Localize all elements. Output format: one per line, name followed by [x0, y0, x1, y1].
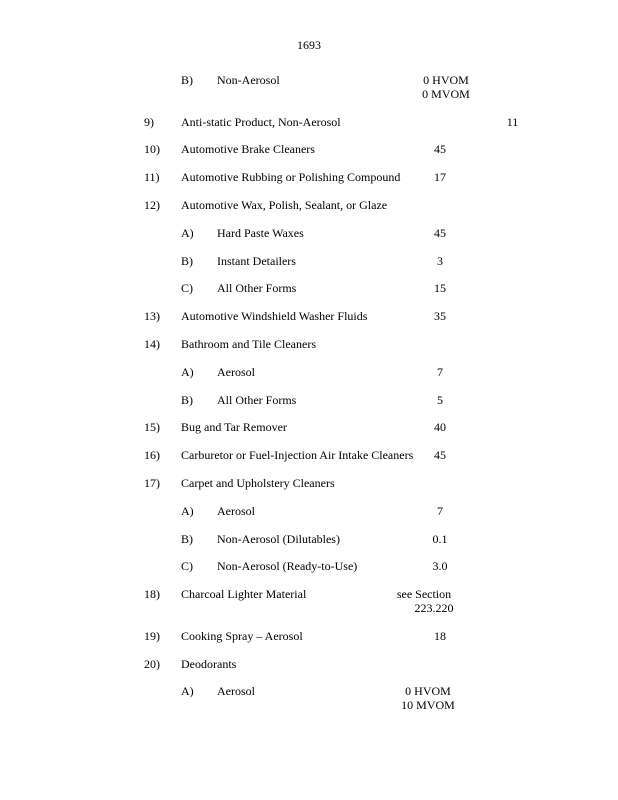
item-number: 14): [144, 337, 160, 351]
item-number: 20): [144, 657, 160, 671]
list-item-17c: [0, 559, 618, 573]
list-item-17a: [0, 504, 618, 518]
list-item-19: [0, 629, 618, 643]
list-item-14: [0, 337, 618, 351]
item-label: Aerosol: [217, 684, 255, 698]
item-number: 17): [144, 476, 160, 490]
item-letter: C): [181, 559, 193, 573]
item-value: 0 HVOM: [423, 73, 469, 87]
item-label: Anti-static Product, Non-Aerosol: [181, 115, 341, 129]
item-label: Bug and Tar Remover: [181, 420, 287, 434]
item-number: 18): [144, 587, 160, 601]
list-item-12b: [0, 254, 618, 268]
item-value: 40: [434, 420, 446, 434]
item-number: 16): [144, 448, 160, 462]
list-item-13: [0, 309, 618, 323]
item-number: 19): [144, 629, 160, 643]
list-item-11: [0, 170, 618, 184]
item-value: 0 HVOM: [405, 684, 451, 698]
item-label: All Other Forms: [217, 281, 297, 295]
item-letter: B): [181, 73, 193, 87]
item-letter: A): [181, 365, 194, 379]
list-item-9: [0, 115, 618, 129]
item-letter: A): [181, 504, 194, 518]
item-value: 0.1: [432, 532, 448, 546]
item-value: 17: [434, 170, 446, 184]
item-value: 11: [506, 115, 519, 129]
item-letter: B): [181, 532, 193, 546]
list-item-14a: [0, 365, 618, 379]
item-value-line2: 0 MVOM: [422, 87, 470, 101]
item-letter: B): [181, 393, 193, 407]
item-value: 3.0: [432, 559, 448, 573]
item-label: Aerosol: [217, 504, 255, 518]
item-label: Automotive Windshield Washer Fluids: [181, 309, 368, 323]
item-number: 10): [144, 142, 160, 156]
item-value: 7: [437, 504, 443, 518]
item-label: Automotive Brake Cleaners: [181, 142, 315, 156]
item-label: Cooking Spray – Aerosol: [181, 629, 303, 643]
item-value: 45: [434, 448, 446, 462]
list-item-20: [0, 657, 618, 671]
list-item-20a: [0, 684, 618, 712]
list-item-12: [0, 198, 618, 212]
item-value: 45: [434, 226, 446, 240]
item-label: Bathroom and Tile Cleaners: [181, 337, 316, 351]
item-number: 11): [144, 170, 160, 184]
item-label: Non-Aerosol (Dilutables): [217, 532, 340, 546]
item-label: Carburetor or Fuel-Injection Air Intake Cleaners: [181, 448, 414, 462]
item-label: Non-Aerosol: [217, 73, 280, 87]
item-letter: C): [181, 281, 193, 295]
item-value-line2: 10 MVOM: [401, 698, 455, 712]
item-value: 35: [434, 309, 446, 323]
item-number: 13): [144, 309, 160, 323]
item-label: Automotive Wax, Polish, Sealant, or Glaze: [181, 198, 388, 212]
item-number: 12): [144, 198, 160, 212]
list-item-16: [0, 448, 618, 462]
list-item-15: [0, 420, 618, 434]
item-letter: A): [181, 684, 194, 698]
item-label: Deodorants: [181, 657, 237, 671]
list-item-18: [0, 587, 618, 615]
list-item-14b: [0, 393, 618, 407]
item-label: Automotive Rubbing or Polishing Compound: [181, 170, 401, 184]
item-value: 45: [434, 142, 446, 156]
item-value: 5: [437, 393, 443, 407]
item-value: 7: [437, 365, 443, 379]
item-value: see Section: [396, 587, 452, 601]
item-number: 15): [144, 420, 160, 434]
item-label: Non-Aerosol (Ready-to-Use): [217, 559, 358, 573]
item-label: Hard Paste Waxes: [217, 226, 304, 240]
list-item-17: [0, 476, 618, 490]
item-value: 18: [434, 629, 446, 643]
list-item-b-non-aerosol: [0, 73, 618, 101]
item-number: 9): [144, 115, 154, 129]
list-item-12a: [0, 226, 618, 240]
item-value: 15: [434, 281, 446, 295]
item-value-line2: 223.220: [414, 601, 454, 615]
list-item-12c: [0, 281, 618, 295]
item-label: Charcoal Lighter Material: [181, 587, 307, 601]
list-item-10: [0, 142, 618, 156]
item-letter: A): [181, 226, 194, 240]
item-label: All Other Forms: [217, 393, 297, 407]
page-number: 1693: [297, 38, 321, 52]
item-value: 3: [437, 254, 443, 268]
item-label: Aerosol: [217, 365, 255, 379]
list-item-17b: [0, 532, 618, 546]
item-label: Instant Detailers: [217, 254, 296, 268]
item-label: Carpet and Upholstery Cleaners: [181, 476, 335, 490]
item-letter: B): [181, 254, 193, 268]
